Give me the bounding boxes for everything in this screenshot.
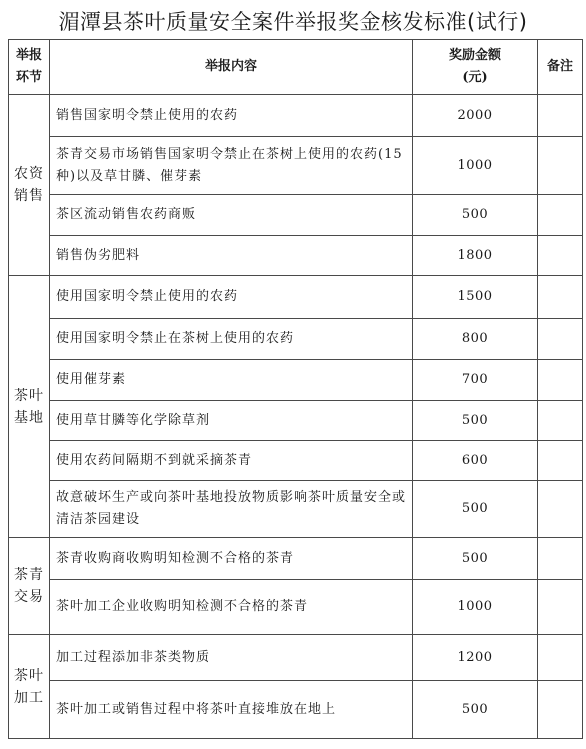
header-reward xyxy=(413,40,538,95)
header-remark: 备注 xyxy=(538,40,583,95)
table-row xyxy=(9,401,583,441)
content-cell: 茶青收购商收购明知检测不合格的茶青 xyxy=(50,538,413,580)
table-row xyxy=(9,681,583,739)
reward-cell: 1000 xyxy=(413,137,538,195)
table-row xyxy=(9,236,583,276)
content-cell: 茶青交易市场销售国家明令禁止在茶树上使用的农药(15种)以及草甘膦、催芽素 xyxy=(50,137,413,195)
table-row xyxy=(9,360,583,401)
stage-line2: 交易 xyxy=(14,589,44,605)
remark-cell xyxy=(538,195,583,236)
stage-line2: 加工 xyxy=(14,689,44,706)
header-stage-line1: 举报 xyxy=(15,48,42,63)
content-cell: 使用农药间隔期不到就采摘茶青 xyxy=(50,441,413,481)
remark-cell xyxy=(538,580,583,635)
stage-cell xyxy=(9,635,50,739)
remark-cell xyxy=(538,481,583,538)
reward-cell: 700 xyxy=(413,360,538,401)
table-row xyxy=(9,319,583,360)
stage-cell xyxy=(9,538,50,635)
reward-cell: 800 xyxy=(413,319,538,360)
header-reward-line2: (元) xyxy=(462,70,488,85)
reward-cell: 1500 xyxy=(413,276,538,319)
table-row xyxy=(9,635,583,681)
table-row xyxy=(9,137,583,195)
reward-cell: 1800 xyxy=(413,236,538,276)
header-reward-line1: 奖励金额 xyxy=(448,48,501,63)
table-row xyxy=(9,441,583,481)
reward-cell: 500 xyxy=(413,538,538,580)
content-cell: 故意破坏生产或向茶叶基地投放物质影响茶叶质量安全或清洁茶园建设 xyxy=(50,481,413,538)
remark-cell xyxy=(538,401,583,441)
stage-cell xyxy=(9,95,50,276)
stage-line2: 基地 xyxy=(14,409,44,426)
content-cell: 使用国家明令禁止在茶树上使用的农药 xyxy=(50,319,413,360)
stage-line2: 销售 xyxy=(14,188,44,204)
remark-cell xyxy=(538,236,583,276)
header-stage xyxy=(9,40,50,95)
reward-cell: 1000 xyxy=(413,580,538,635)
table-header-row xyxy=(9,40,583,95)
content-cell: 使用草甘膦等化学除草剂 xyxy=(50,401,413,441)
remark-cell xyxy=(538,319,583,360)
table-row xyxy=(9,276,583,319)
header-stage-line2: 环节 xyxy=(15,70,42,85)
table-row xyxy=(9,481,583,538)
content-cell: 使用国家明令禁止使用的农药 xyxy=(50,276,413,319)
remark-cell xyxy=(538,635,583,681)
table-row xyxy=(9,580,583,635)
stage-line1: 农资 xyxy=(14,166,44,182)
content-cell: 加工过程添加非茶类物质 xyxy=(50,635,413,681)
content-cell: 茶区流动销售农药商贩 xyxy=(50,195,413,236)
stage-line1: 茶叶 xyxy=(14,387,44,404)
reward-cell: 600 xyxy=(413,441,538,481)
remark-cell xyxy=(538,95,583,137)
remark-cell xyxy=(538,538,583,580)
content-cell: 茶叶加工或销售过程中将茶叶直接堆放在地上 xyxy=(50,681,413,739)
remark-cell xyxy=(538,137,583,195)
reward-cell: 2000 xyxy=(413,95,538,137)
remark-cell xyxy=(538,360,583,401)
remark-cell xyxy=(538,276,583,319)
remark-cell xyxy=(538,681,583,739)
table-row xyxy=(9,538,583,580)
remark-cell xyxy=(538,441,583,481)
reward-cell: 1200 xyxy=(413,635,538,681)
reward-cell: 500 xyxy=(413,401,538,441)
content-cell: 销售伪劣肥料 xyxy=(50,236,413,276)
reward-cell: 500 xyxy=(413,481,538,538)
reward-standard-table xyxy=(8,39,583,739)
content-cell: 使用催芽素 xyxy=(50,360,413,401)
table-row xyxy=(9,195,583,236)
content-cell: 茶叶加工企业收购明知检测不合格的茶青 xyxy=(50,580,413,635)
reward-cell: 500 xyxy=(413,681,538,739)
stage-cell xyxy=(9,276,50,538)
reward-cell: 500 xyxy=(413,195,538,236)
header-content: 举报内容 xyxy=(50,40,413,95)
document-title: 湄潭县茶叶质量安全案件举报奖金核发标准(试行) xyxy=(58,10,528,34)
stage-line1: 茶叶 xyxy=(14,667,44,684)
table-row xyxy=(9,95,583,137)
stage-line1: 茶青 xyxy=(14,567,44,583)
content-cell: 销售国家明令禁止使用的农药 xyxy=(50,95,413,137)
